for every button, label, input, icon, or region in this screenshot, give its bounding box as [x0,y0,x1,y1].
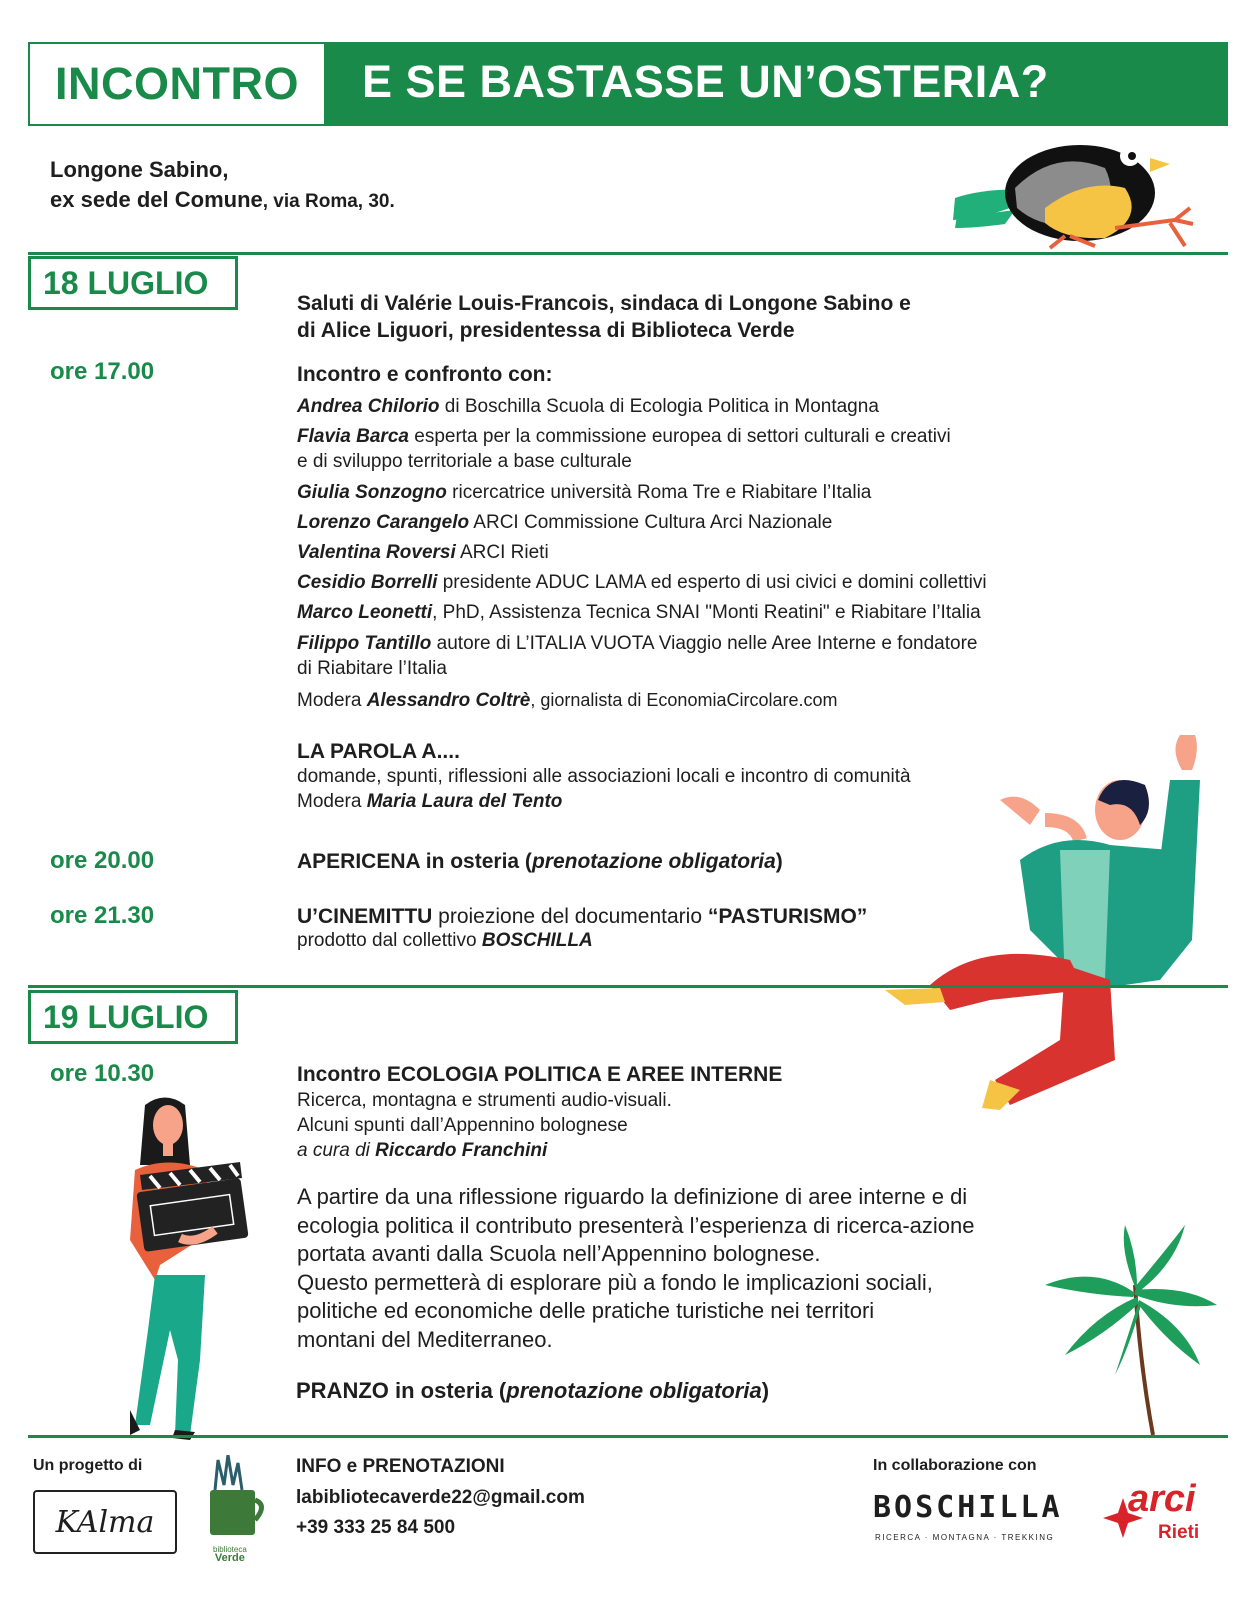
moderator-name: Alessandro Coltrè [366,690,531,711]
incontro-title: Incontro e confronto con: [297,363,553,386]
speaker-desc: autore di L’ITALIA VUOTA Viaggio nelle Aree Interne e fondatore [431,633,978,654]
divider-day1 [28,252,1228,255]
time-2130: ore 21.30 [50,902,155,929]
project-label: Un progetto di [33,1457,143,1474]
page-title: E SE BASTASSE UN’OSTERIA? [362,56,1049,107]
parola-desc: domande, spunti, riflessioni alle associazioni locali e incontro di comunità [297,766,911,787]
day2-title [297,1061,782,1088]
biblioteca-verde-logo [200,1455,270,1555]
paragraph-line: politiche ed economiche delle pratiche turistiche nei territori [297,1298,875,1323]
parola-mod-prefix: Modera [297,791,367,812]
day2-sub-1: Ricerca, montagna e strumenti audio-visuali. [297,1090,672,1111]
speaker-name: Lorenzo Carangelo [297,512,470,533]
day2-title-pre: Incontro [297,1063,387,1086]
speaker-name: Valentina Roversi [297,542,456,563]
speaker-row [297,540,549,566]
day2-curated [297,1138,547,1164]
speaker-row [297,480,871,506]
documentary-title: “PASTURISMO” [707,905,868,928]
speaker-row [297,510,832,536]
day1-label-box [28,256,238,310]
location-line-1: Longone Sabino, [50,157,229,182]
apericena-end: ) [775,850,783,873]
speaker-row [297,600,981,626]
divider-day2 [28,985,1228,988]
boschilla-logo: BOSCHILLA [873,1490,1063,1525]
speaker-name: Andrea Chilorio [297,396,440,417]
parola-title: LA PAROLA A.... [297,740,460,763]
paragraph-line: A partire da una riflessione riguardo la definizione di aree interne e di [297,1184,968,1209]
speaker-desc-cont: di Riabitare l’Italia [297,658,447,679]
speaker-desc: di Boschilla Scuola di Ecologia Politica in Montagna [439,396,879,417]
apericena-text: APERICENA in osteria ( [297,850,532,873]
speaker-row [297,631,977,657]
cinema-collective: BOSCHILLA [481,930,593,951]
sitting-man-illustration [870,730,1215,1115]
pranzo-note: prenotazione obligatoria [506,1378,762,1403]
biblioteca-caption-2: Verde [214,1552,245,1564]
speaker-row [297,570,987,596]
moderator-row [297,687,837,714]
cinema-line-1 [297,903,867,930]
pranzo [296,1378,769,1404]
curated-name: Riccardo Franchini [375,1140,548,1161]
location-venue: ex sede del Comune [50,187,263,212]
speaker-name: Marco Leonetti [297,602,433,623]
speaker-desc: ricercatrice università Roma Tre e Riabitare l’Italia [446,482,872,503]
header-tag-box [30,44,324,124]
divider-footer [28,1435,1228,1438]
speaker-name: Cesidio Borrelli [297,572,438,593]
cinema-producer-prefix: prodotto dal collettivo [297,930,482,951]
apericena [297,848,783,875]
time-2000: ore 20.00 [50,847,155,874]
paragraph-line: portata avanti dalla Scuola nell’Appennino bolognese. [297,1241,821,1266]
curated-prefix: a cura di [297,1140,376,1161]
biblioteca-caption-1: biblioteca [213,1545,247,1554]
boschilla-tagline: RICERCA · MONTAGNA · TREKKING [875,1533,1055,1542]
time-1700: ore 17.00 [50,358,155,385]
speaker-desc-cont: e di sviluppo territoriale a base culturale [297,451,632,472]
day2-title-main: ECOLOGIA POLITICA E AREE INTERNE [386,1063,783,1086]
speaker-desc: esperta per la commissione europea di settori culturali e creativi [408,426,951,447]
speaker-name: Filippo Tantillo [297,633,432,654]
parola-moderator [297,789,562,815]
biblioteca-verde-caption [213,1545,247,1563]
plant-illustration [1035,1225,1220,1440]
greetings-line-2: di Alice Liguori, presidentessa di Biblioteca Verde [297,319,795,342]
arci-text: arci [1128,1478,1196,1520]
moderator-prefix: Modera [297,690,367,711]
cinema-desc: proiezione del documentario [432,905,708,928]
time-1030: ore 10.30 [50,1060,155,1087]
paragraph-line: ecologia politica il contributo presenterà l’esperienza di ricerca-azione [297,1212,975,1238]
day1-label: 18 LUGLIO [43,264,209,301]
parola-mod-name: Maria Laura del Tento [366,791,563,812]
speaker-row [297,424,951,450]
kalma-text: KAlma [55,1504,155,1540]
bird-illustration [945,128,1205,256]
paragraph-line: montani del Mediterraneo. [297,1326,553,1352]
info-phone[interactable]: +39 333 25 84 500 [296,1517,456,1538]
header-tag: INCONTRO [55,58,299,109]
cinema-line-2 [297,928,593,954]
info-title: INFO e PRENOTAZIONI [296,1456,505,1477]
day2-label: 19 LUGLIO [43,998,209,1035]
speaker-name: Flavia Barca [297,426,409,447]
rieti-text: Rieti [1158,1522,1200,1543]
woman-clapperboard-illustration [120,1090,270,1440]
location-address: , via Roma, 30. [262,191,395,212]
greetings-line-1: Saluti di Valérie Louis-Francois, sindaca di Longone Sabino e [297,292,911,315]
pranzo-end: ) [761,1378,770,1403]
day2-sub-2: Alcuni spunti dall’Appennino bolognese [297,1115,628,1136]
apericena-note: prenotazione obligatoria [531,850,776,873]
speaker-desc: ARCI Rieti [455,542,549,563]
pranzo-text: PRANZO in osteria ( [296,1378,507,1403]
location-line-2 [50,185,395,217]
cinema-title: U’CINEMITTU [297,905,433,928]
paragraph-line: Questo permetterà di esplorare più a fondo le implicazioni sociali, [297,1269,933,1295]
speaker-desc: ARCI Commissione Cultura Arci Nazionale [469,512,833,533]
day2-label-box [28,990,238,1044]
speaker-desc: , PhD, Assistenza Tecnica SNAI "Monti Reatini" e Riabitare l’Italia [432,602,981,623]
speaker-desc: presidente ADUC LAMA ed esperto di usi civici e domini collettivi [437,572,987,593]
speaker-row [297,394,879,420]
day2-paragraph [297,1183,974,1354]
moderator-suffix: , giornalista di EconomiaCircolare.com [530,690,838,710]
info-email[interactable]: labibliotecaverde22@gmail.com [296,1487,585,1508]
collab-label: In collaborazione con [873,1457,1037,1474]
speaker-name: Giulia Sonzogno [297,482,447,503]
kalma-logo [33,1490,177,1554]
